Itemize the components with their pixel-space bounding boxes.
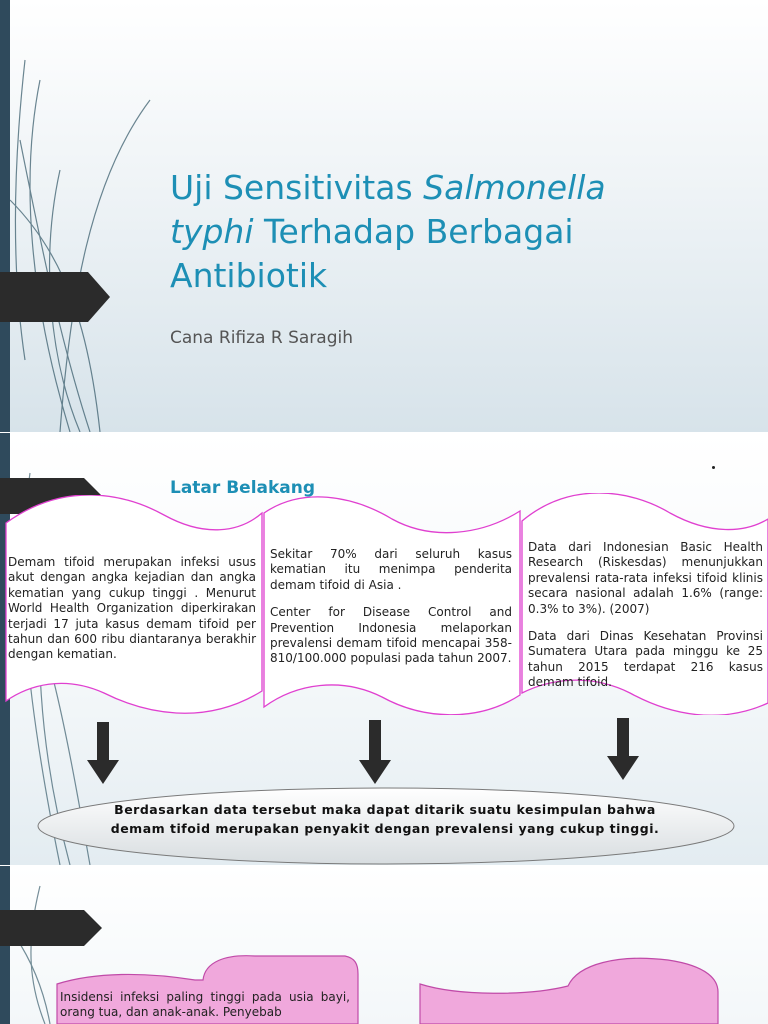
down-arrow-icon: [358, 720, 392, 786]
dark-tab-shape: [0, 910, 104, 946]
section-heading: Latar Belakang: [170, 478, 316, 498]
down-arrow-icon: [86, 722, 120, 786]
info-box-2-text: [270, 547, 512, 679]
slide3-paragraph: Insidensi infeksi paling tinggi pada usia bayi, orang tua, dan anak-anak. Penyebab: [60, 990, 350, 1020]
down-arrow-icon: [606, 718, 640, 782]
pink-scroll-shape-right: [418, 956, 743, 1024]
info-box-3-paragraph-1: Data dari Indonesian Basic Health Research (Riskesdas) menunjukkan prevalensi rata-rata infeksi tifoid klinis secara nasional adalah 1.6% (range: 0.3% to 3%). (2007): [528, 540, 763, 616]
left-accent-bar: [0, 0, 10, 432]
stray-dot: [712, 466, 715, 469]
info-box-1-text: Demam tifoid merupakan infeksi usus akut dengan angka kejadian dan angka kematian yang cukup tinggi . Menurut World Health Organization diperkirakan terjadi 17 juta kasus demam tifoid per tahun dan 600 ribu diantaranya berakhir dengan kematian.: [8, 555, 256, 662]
title-slide: [0, 0, 768, 432]
info-box-3-paragraph-2: Data dari Dinas Kesehatan Provinsi Sumatera Utara pada minggu ke 25 tahun 2015 terdapat 216 kasus demam tifoid.: [528, 629, 763, 690]
info-box-2-paragraph-2: Center for Disease Control and Prevention Indonesia melaporkan prevalensi demam tifoid mencapai 358-810/100.000 populasi pada tahun 2007.: [270, 605, 512, 666]
dark-tab-shape: [0, 272, 112, 322]
info-box-2-paragraph-1: Sekitar 70% dari seluruh kasus kematian itu menimpa penderita demam tifoid di Asia .: [270, 547, 512, 592]
conclusion-text: Berdasarkan data tersebut maka dapat ditarik suatu kesimpulan bahwa demam tifoid merupakan penyakit dengan prevalensi yang cukup tinggi.: [110, 802, 660, 836]
author-name: Cana Rifiza R Saragih: [170, 328, 353, 348]
presentation-title: Uji Sensitivitas Salmonella typhi Terhadap Berbagai Antibiotik: [170, 168, 606, 295]
info-box-3-text: [528, 540, 763, 703]
